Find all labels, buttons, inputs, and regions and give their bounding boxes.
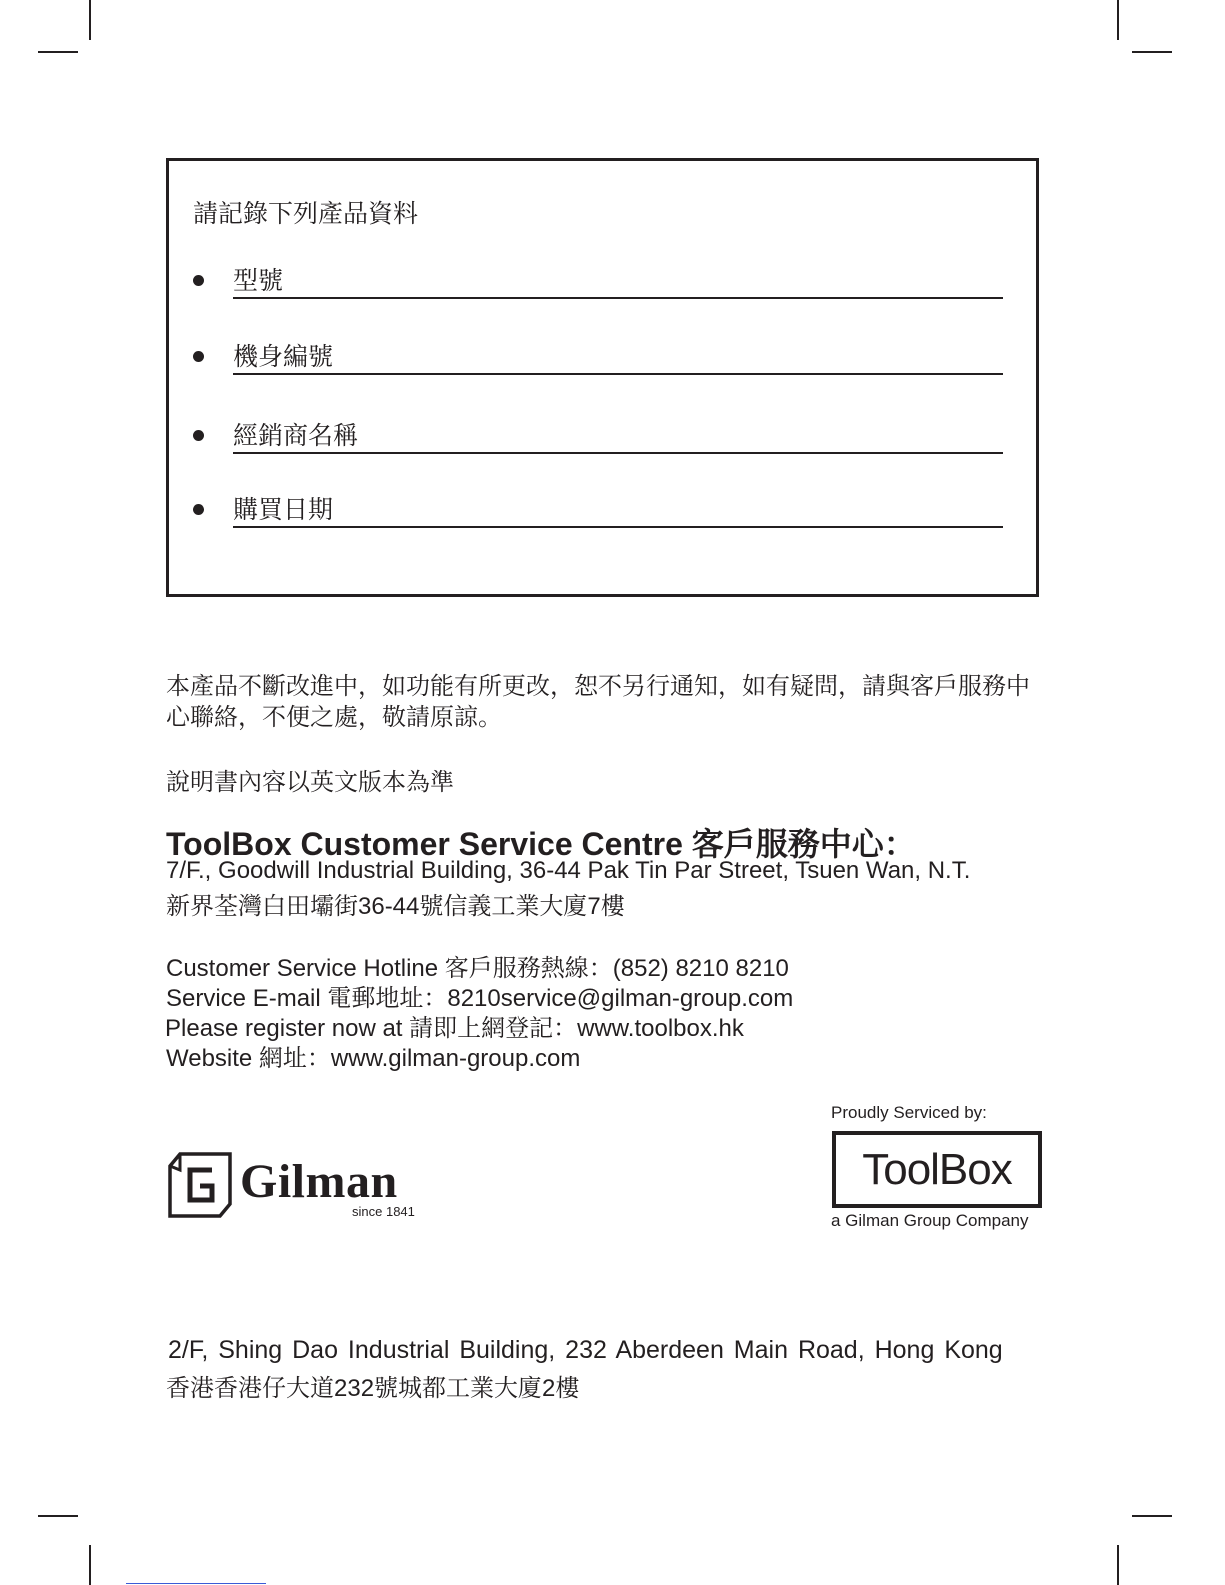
toolbox-logo bbox=[832, 1131, 1042, 1208]
field-label-dealer-name: 經銷商名稱 bbox=[233, 422, 359, 450]
field-purchase-date bbox=[193, 488, 1003, 528]
email-text: Service E-mail 電郵地址：8210service@gilman-group.com bbox=[166, 985, 794, 1012]
bullet-icon bbox=[193, 351, 204, 362]
bottom-link-underline bbox=[126, 1583, 266, 1584]
fill-in-line bbox=[233, 526, 1003, 528]
field-label-serial-number: 機身編號 bbox=[233, 343, 334, 371]
bullet-icon bbox=[193, 430, 204, 441]
field-label-model: 型號 bbox=[233, 267, 284, 295]
gilman-wordmark: Gilman bbox=[240, 1155, 398, 1208]
toolbox-wordmark: ToolBox bbox=[862, 1144, 1012, 1194]
fill-in-line bbox=[233, 297, 1003, 299]
gilman-emblem-icon bbox=[166, 1150, 234, 1218]
footer-address-zh: 香港香港仔大道232號城都工業大廈2樓 bbox=[166, 1375, 580, 1402]
crop-mark-bottom-left-horizontal bbox=[38, 1515, 78, 1517]
fill-in-line bbox=[233, 373, 1003, 375]
field-label-purchase-date: 購買日期 bbox=[233, 496, 334, 524]
service-centre-title: ToolBox Customer Service Centre 客戶服務中心： bbox=[166, 826, 916, 862]
product-record-box bbox=[166, 158, 1039, 597]
crop-mark-bottom-right-horizontal bbox=[1132, 1515, 1172, 1517]
crop-mark-top-left-vertical bbox=[89, 0, 91, 40]
record-title: 請記錄下列產品資料 bbox=[193, 200, 419, 228]
gilman-logo bbox=[166, 1150, 431, 1220]
crop-mark-top-right-vertical bbox=[1117, 0, 1119, 40]
bullet-icon bbox=[193, 504, 204, 515]
english-version-note: 說明書內容以英文版本為準 bbox=[166, 769, 454, 796]
field-dealer-name bbox=[193, 414, 1003, 454]
service-centre-address-en: 7/F., Goodwill Industrial Building, 36-44 Pak Tin Par Street, Tsuen Wan, N.T. bbox=[166, 857, 971, 884]
crop-mark-top-left-horizontal bbox=[38, 51, 78, 53]
crop-mark-top-right-horizontal bbox=[1132, 51, 1172, 53]
fill-in-line bbox=[233, 452, 1003, 454]
crop-mark-bottom-left-vertical bbox=[89, 1545, 91, 1585]
hotline-text: Customer Service Hotline 客戶服務熱線：(852) 8210 8210 bbox=[166, 955, 789, 982]
crop-mark-bottom-right-vertical bbox=[1117, 1545, 1119, 1585]
footer-address-en: 2/F, Shing Dao Industrial Building, 232 Aberdeen Main Road, Hong Kong bbox=[168, 1336, 1003, 1364]
gilman-since: since 1841 bbox=[352, 1204, 415, 1219]
proudly-serviced-label: Proudly Serviced by: bbox=[831, 1103, 987, 1122]
field-serial-number bbox=[193, 335, 1003, 375]
bullet-icon bbox=[193, 275, 204, 286]
website-link[interactable]: Website 網址：www.gilman-group.com bbox=[166, 1045, 581, 1072]
field-model bbox=[193, 259, 1003, 299]
service-centre-address-zh: 新界荃灣白田壩街36-44號信義工業大廈7樓 bbox=[166, 893, 625, 920]
product-change-notice: 本產品不斷改進中，如功能有所更改，恕不另行通知，如有疑問，請與客戶服務中心聯絡，不便之處，敬請原諒。 bbox=[166, 673, 1030, 731]
toolbox-subtitle: a Gilman Group Company bbox=[831, 1211, 1029, 1230]
register-link[interactable]: Please register now at 請即上網登記：www.toolbox.hk bbox=[165, 1015, 744, 1042]
